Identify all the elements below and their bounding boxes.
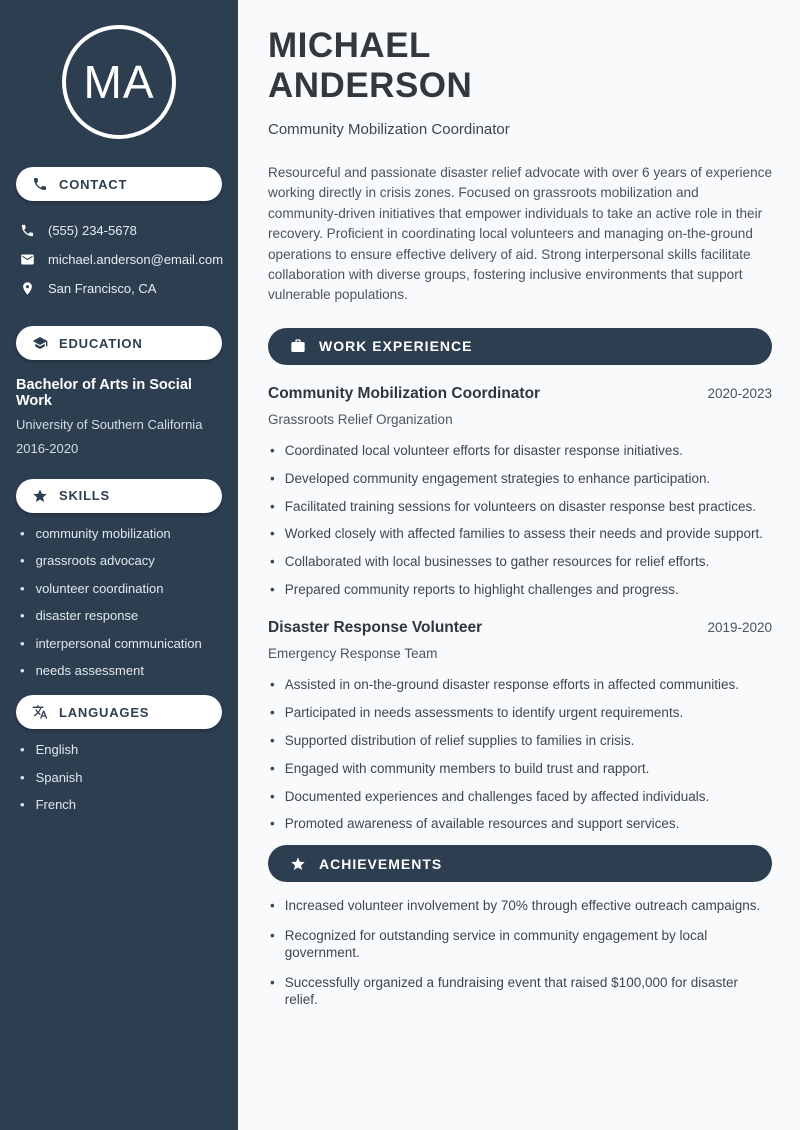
achievements-title: ACHIEVEMENTS <box>319 855 443 872</box>
main-content <box>238 0 800 1130</box>
education-entry <box>0 360 238 456</box>
language-item: • French <box>20 797 238 812</box>
contact-phone-value: (555) 234-5678 <box>48 223 137 238</box>
job-entry <box>268 385 772 599</box>
name-heading <box>268 26 772 106</box>
skill-item: • volunteer coordination <box>20 581 238 596</box>
job-bullet-list <box>270 443 772 599</box>
star-icon <box>32 488 48 504</box>
sidebar <box>0 0 238 1130</box>
job-entry <box>268 619 772 833</box>
job-bullet: • Assisted in on-the-ground disaster response efforts in affected communities. <box>270 677 772 694</box>
location-pin-icon <box>20 281 35 296</box>
achievements-section-header <box>268 845 772 882</box>
job-bullet: • Engaged with community members to build trust and rapport. <box>270 761 772 778</box>
contact-location-value: San Francisco, CA <box>48 281 157 296</box>
skill-item: • interpersonal communication <box>20 636 238 651</box>
job-header <box>268 619 772 637</box>
summary-paragraph: Resourceful and passionate disaster relief advocate with over 6 years of experience working directly in crisis zones. Focused on grassroots mobilization and community-driven initiatives that empower individuals to take an active role in their recovery. Proficient in coordinating local volunteers and managing on-the-ground operations to ensure effective delivery of aid. Strong interpersonal skills facilitate collaboration with diverse groups, fostering inclusive environments that support vulnerable populations. <box>268 165 773 303</box>
job-company: Emergency Response Team <box>268 646 438 662</box>
work-experience-section-header <box>268 328 772 365</box>
achievement-item: • Successfully organized a fundraising event that raised $100,000 for disaster relief. <box>270 975 772 1009</box>
job-title: Disaster Response Volunteer <box>268 619 483 637</box>
contact-phone-row <box>0 216 238 245</box>
languages-section-header <box>16 695 222 729</box>
achievement-item: • Recognized for outstanding service in community engagement by local government. <box>270 928 772 962</box>
skill-item: • community mobilization <box>20 526 238 541</box>
achievements-list <box>270 898 772 1008</box>
phone-icon <box>20 223 35 238</box>
education-school: University of Southern California <box>16 417 203 432</box>
work-experience-title: WORK EXPERIENCE <box>319 338 473 355</box>
job-bullet: • Collaborated with local businesses to gather resources for relief efforts. <box>270 554 772 571</box>
education-section-title: EDUCATION <box>59 335 143 351</box>
education-degree: Bachelor of Arts in Social Work <box>16 377 192 409</box>
contact-location-row <box>0 274 238 303</box>
contact-list <box>0 216 238 303</box>
job-bullet: • Prepared community reports to highlight challenges and progress. <box>270 582 772 599</box>
briefcase-icon <box>290 338 306 354</box>
language-item: • Spanish <box>20 770 238 785</box>
job-dates: 2019-2020 <box>707 620 772 636</box>
skill-item: • disaster response <box>20 608 238 623</box>
job-bullet: • Developed community engagement strategies to enhance participation. <box>270 471 772 488</box>
education-years: 2016-2020 <box>16 440 79 456</box>
job-bullet-list <box>270 677 772 833</box>
languages-section-title: LANGUAGES <box>59 704 150 720</box>
phone-icon <box>32 176 48 192</box>
skill-item: • grassroots advocacy <box>20 553 238 568</box>
skills-section-header <box>16 479 222 513</box>
language-item: • English <box>20 742 238 757</box>
professional-title: Community Mobilization Coordinator <box>268 121 510 138</box>
languages-list <box>0 742 238 812</box>
job-bullet: • Supported distribution of relief supplies to families in crisis. <box>270 733 772 750</box>
contact-section-header <box>16 167 222 201</box>
job-bullet: • Worked closely with affected families to assess their needs and provide support. <box>270 526 772 543</box>
job-company: Grassroots Relief Organization <box>268 411 453 427</box>
skills-section-title: SKILLS <box>59 488 111 504</box>
contact-email-value: michael.anderson@email.com <box>48 252 224 267</box>
skills-list <box>0 526 238 679</box>
envelope-icon <box>20 252 35 267</box>
last-name: ANDERSON <box>268 66 473 105</box>
job-dates: 2020-2023 <box>707 385 772 401</box>
skill-item: • needs assessment <box>20 663 238 678</box>
graduation-cap-icon <box>32 335 48 351</box>
contact-email-row <box>0 245 238 274</box>
avatar <box>62 25 176 139</box>
achievement-item: • Increased volunteer involvement by 70% through effective outreach campaigns. <box>270 898 772 915</box>
star-icon <box>290 856 306 872</box>
job-title: Community Mobilization Coordinator <box>268 384 541 402</box>
job-bullet: • Coordinated local volunteer efforts for disaster response initiatives. <box>270 443 772 460</box>
contact-section-title: CONTACT <box>59 176 128 192</box>
job-bullet: • Documented experiences and challenges faced by affected individuals. <box>270 789 772 806</box>
education-section-header <box>16 326 222 360</box>
avatar-initials: MA <box>83 56 155 108</box>
job-bullet: • Promoted awareness of available resources and support services. <box>270 816 772 833</box>
first-name: MICHAEL <box>268 26 431 65</box>
job-bullet: • Participated in needs assessments to identify urgent requirements. <box>270 705 772 722</box>
job-bullet: • Facilitated training sessions for volunteers on disaster response best practices. <box>270 499 772 516</box>
translate-icon <box>32 704 48 720</box>
job-header <box>268 385 772 403</box>
